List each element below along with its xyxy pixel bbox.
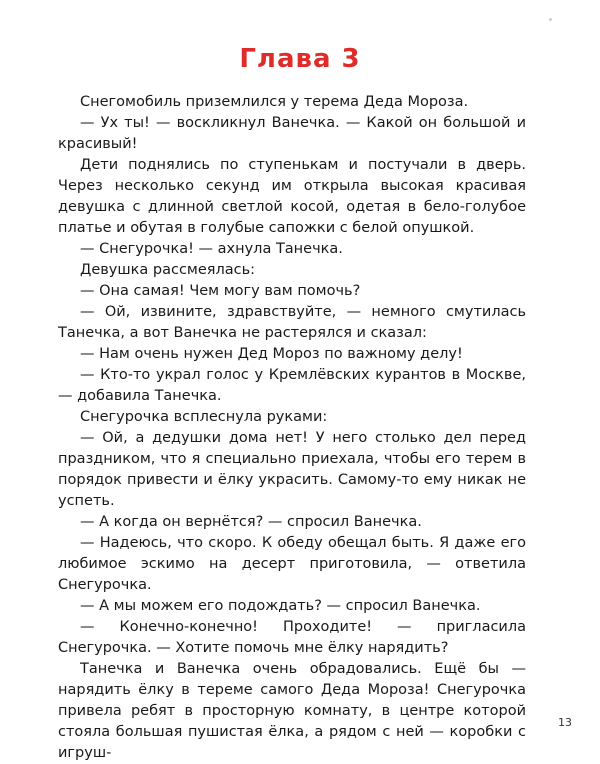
paragraph: — Нам очень нужен Дед Мороз по важному делу! xyxy=(80,346,463,362)
paragraph: — Снегурочка! — ахнула Танечка. xyxy=(80,241,343,257)
paragraph: Дети поднялись по ступенькам и постучали в дверь. Через несколько секунд им открыла высокая красивая девушка с длинной светлой косой, одетая в бело-голубое платье и обутая в голубые сапожки с белой опушкой. xyxy=(58,157,526,236)
paragraph: — Надеюсь, что скоро. К обеду обещал быть. Я даже его любимое эскимо на десерт приготовила, — ответила Снегурочка. xyxy=(58,535,526,593)
page-number: 13 xyxy=(558,716,572,729)
paragraph: Снегомобиль приземлился у терема Деда Мороза. xyxy=(80,94,469,110)
paragraph: — Кто-то украл голос у Кремлёвских курантов в Москве, — добавила Танечка. xyxy=(58,367,526,404)
paragraph: — Она самая! Чем могу вам помочь? xyxy=(80,283,361,299)
paragraph: — А когда он вернётся? — спросил Ванечка. xyxy=(80,514,422,530)
body-text xyxy=(58,92,526,764)
paragraph: — Ой, а дедушки дома нет! У него столько дел перед праздником, что я специально приехала, чтобы его терем в порядок привести и ёлку украсить. Самому-то ему никак не успеть. xyxy=(58,430,526,509)
paragraph: — А мы можем его подождать? — спросил Ванечка. xyxy=(80,598,481,614)
paragraph: Танечка и Ванечка очень обрадовались. Ещё бы — нарядить ёлку в тереме самого Деда Мороза! Снегурочка привела ребят в просторную комнату, в центре которой стояла большая пушистая ёлка, а рядом с ней — коробки с игруш- xyxy=(58,661,526,761)
paragraph: — Ух ты! — воскликнул Ванечка. — Какой он большой и красивый! xyxy=(58,115,526,152)
paragraph: Девушка рассмеялась: xyxy=(80,262,256,278)
page-corner-mark xyxy=(549,18,552,21)
chapter-title: Глава 3 xyxy=(239,44,361,74)
paragraph: — Конечно-конечно! Проходите! — пригласила Снегурочка. — Хотите помочь мне ёлку нарядить? xyxy=(58,619,526,656)
paragraph: Снегурочка всплеснула руками: xyxy=(80,409,328,425)
paragraph: — Ой, извините, здравствуйте, — немного смутилась Танечка, а вот Ванечка не растерялся и сказал: xyxy=(58,304,526,341)
